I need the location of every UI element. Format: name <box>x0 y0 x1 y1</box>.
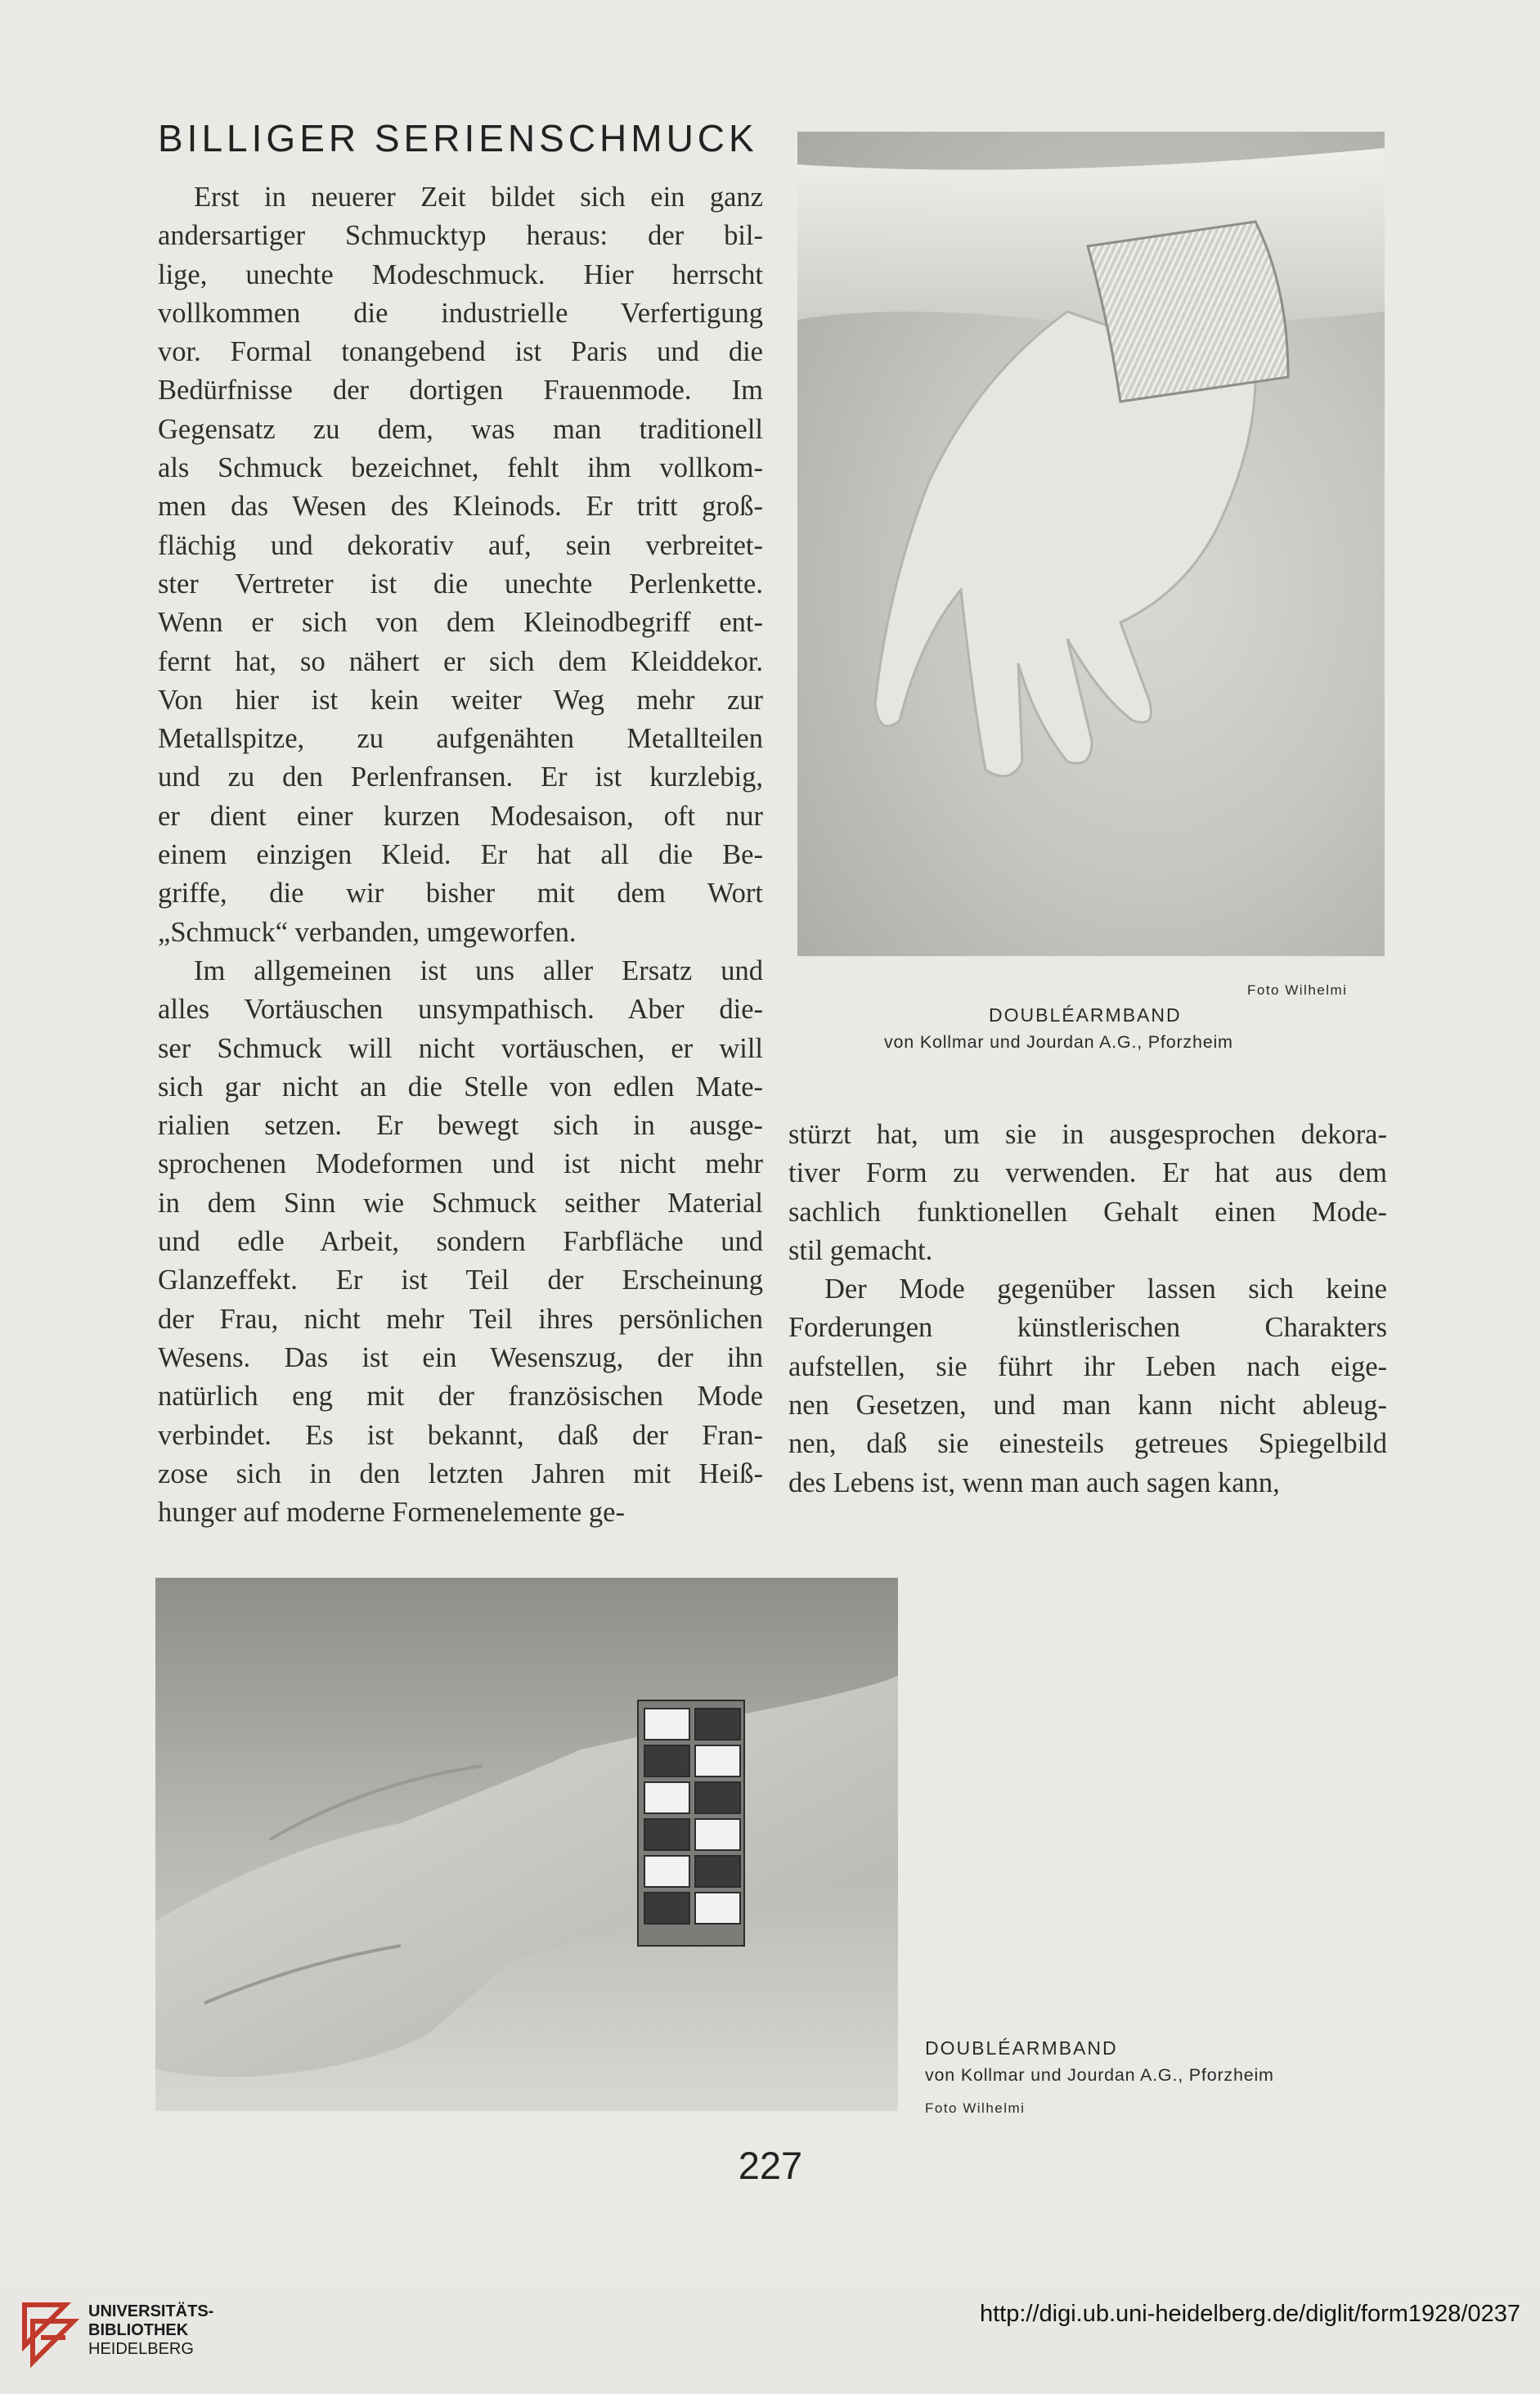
figure-2-title: DOUBLÉARMBAND <box>925 2037 1118 2059</box>
text-line: „Schmuck“ verbanden, umgeworfen. <box>158 916 577 948</box>
text-line: und edle Arbeit, sondern Farbfläche und <box>158 1226 763 1258</box>
text-line: hunger auf moderne Formenelemente ge- <box>158 1497 625 1529</box>
text-line: men das Wesen des Kleinods. Er tritt groß- <box>158 491 763 523</box>
text-line: stil gemacht. <box>788 1234 933 1266</box>
text-line: Erst in neuerer Zeit bildet sich ein ganz <box>194 182 763 213</box>
library-name-line-3: HEIDELBERG <box>88 2340 194 2358</box>
text-line: fernt hat, so nähert er sich dem Kleiddekor. <box>158 645 763 677</box>
hand-link-bracelet-image <box>155 1578 898 2111</box>
text-line: und zu den Perlenfransen. Er ist kurzlebig, <box>158 761 763 793</box>
figure-2-subtitle: von Kollmar und Jourdan A.G., Pforzheim <box>925 2065 1274 2085</box>
text-line: Wenn er sich von dem Kleinodbegriff ent- <box>158 607 763 639</box>
text-line: natürlich eng mit der französischen Mode <box>158 1381 763 1413</box>
text-line: einem einzigen Kleid. Er hat all die Be- <box>158 839 763 871</box>
text-line: Wesens. Das ist ein Wesenszug, der ihn <box>158 1341 763 1373</box>
figure-1-subtitle: von Kollmar und Jourdan A.G., Pforzheim <box>884 1032 1233 1052</box>
figure-2-credit: Foto Wilhelmi <box>925 2100 1026 2116</box>
text-line: vor. Formal tonangebend ist Paris und die <box>158 336 763 368</box>
text-line: nen, daß sie einesteils getreues Spiegelbild <box>788 1428 1387 1460</box>
text-line: aufstellen, sie führt ihr Leben nach eige- <box>788 1350 1387 1382</box>
text-line: als Schmuck bezeichnet, fehlt ihm vollkom- <box>158 452 763 484</box>
text-line: flächig und dekorativ auf, sein verbreitet- <box>158 529 763 561</box>
library-logo-icon <box>16 2297 82 2383</box>
text-line: vollkommen die industrielle Verfertigung <box>158 297 763 329</box>
text-line: ster Vertreter ist die unechte Perlenkette. <box>158 568 763 600</box>
page-number: 227 <box>738 2144 803 2187</box>
text-line: des Lebens ist, wenn man auch sagen kann, <box>788 1466 1280 1498</box>
figure-1-credit: Foto Wilhelmi <box>1247 982 1348 998</box>
library-name-line-1: UNIVERSITÄTS- <box>88 2302 214 2320</box>
text-line: sich gar nicht an die Stelle von edlen Mate- <box>158 1071 763 1103</box>
text-line: alles Vortäuschen unsympathisch. Aber die- <box>158 994 763 1026</box>
hand-bracelet-image <box>797 132 1385 956</box>
text-line: rialien setzen. Er bewegt sich in ausge- <box>158 1110 763 1142</box>
text-line: ser Schmuck will nicht vortäuschen, er will <box>158 1032 763 1064</box>
text-line: stürzt hat, um sie in ausgesprochen dekora- <box>788 1119 1387 1150</box>
text-line: Der Mode gegenüber lassen sich keine <box>824 1273 1387 1305</box>
text-line: sachlich funktionellen Gehalt einen Mode- <box>788 1196 1387 1228</box>
text-line: Im allgemeinen ist uns aller Ersatz und <box>194 954 763 986</box>
right-text-column <box>788 1116 1387 1502</box>
text-line: Forderungen künstlerischen Charakters <box>788 1312 1387 1344</box>
text-line: Bedürfnisse der dortigen Frauenmode. Im <box>158 375 763 406</box>
article-heading: BILLIGER SERIENSCHMUCK <box>158 117 758 159</box>
figure-1-title: DOUBLÉARMBAND <box>989 1004 1182 1026</box>
text-line: Gegensatz zu dem, was man traditionell <box>158 413 763 445</box>
footer <box>0 2282 1540 2394</box>
text-line: verbindet. Es ist bekannt, daß der Fran- <box>158 1419 763 1451</box>
text-line: lige, unechte Modeschmuck. Hier herrscht <box>158 258 763 290</box>
library-name <box>88 2302 213 2359</box>
photo-link-bracelet <box>155 1578 898 2111</box>
text-line: Metallspitze, zu aufgenähten Metallteilen <box>158 723 763 755</box>
library-name-line-2: BIBLIOTHEK <box>88 2321 189 2339</box>
text-line: Von hier ist kein weiter Weg mehr zur <box>158 684 763 716</box>
text-line: nen Gesetzen, und man kann nicht ableug- <box>788 1390 1387 1422</box>
text-line: andersartiger Schmucktyp heraus: der bil- <box>158 220 763 252</box>
text-line: in dem Sinn wie Schmuck seither Material <box>158 1187 763 1219</box>
text-line: er dient einer kurzen Modesaison, oft nur <box>158 800 763 832</box>
digitization-url-link[interactable]: http://digi.ub.uni-heidelberg.de/diglit/form1928/0237 <box>979 2301 1520 2327</box>
text-line: der Frau, nicht mehr Teil ihres persönlichen <box>158 1303 763 1335</box>
left-text-column <box>158 178 763 1532</box>
text-line: sprochenen Modeformen und ist nicht mehr <box>158 1148 763 1180</box>
text-line: griffe, die wir bisher mit dem Wort <box>158 878 763 910</box>
text-line: zose sich in den letzten Jahren mit Heiß- <box>158 1458 763 1489</box>
text-line: Glanzeffekt. Er ist Teil der Erscheinung <box>158 1264 763 1296</box>
photo-mesh-bracelet <box>797 132 1385 956</box>
text-line: tiver Form zu verwenden. Er hat aus dem <box>788 1157 1387 1189</box>
